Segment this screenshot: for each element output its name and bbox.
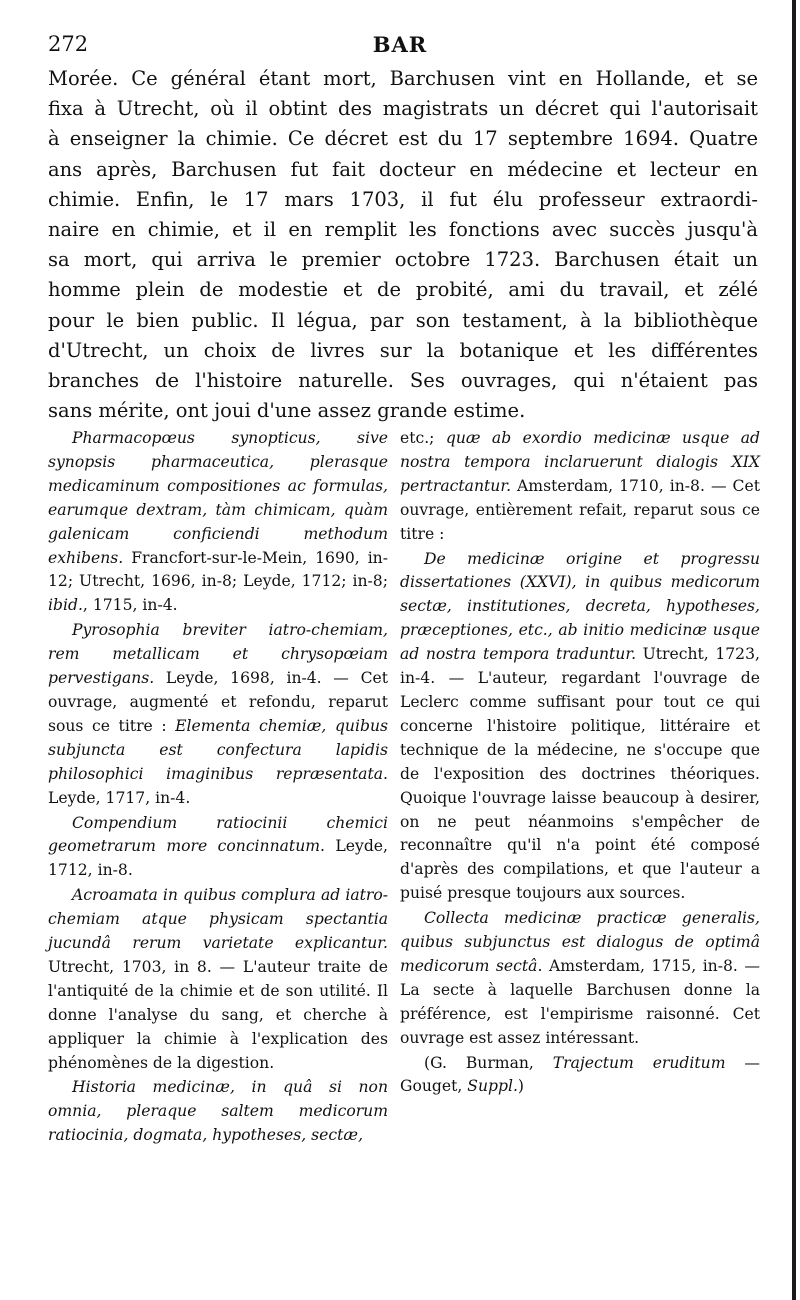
work-title: Elementa chemiæ, quibus subjuncta est confectura lapidis philosophici imaginibus repræsentata. <box>48 716 388 783</box>
text-line: d'Utrecht, un choix de livres sur la botanique et les différentes <box>48 338 758 362</box>
text-line: sa mort, qui arriva le premier octobre 1723. Barchusen était un <box>48 248 758 272</box>
work-title: Compendium ratiocinii chemici geometrarum more concinnatum. <box>48 813 388 856</box>
main-paragraph <box>48 64 758 426</box>
work-details: Leyde, 1717, in-4. <box>48 788 191 807</box>
bibliography-entry <box>48 1076 388 1148</box>
text-line: pour le bien public. Il légua, par son testament, à la bibliothèque <box>48 308 758 332</box>
bibliography-entry <box>48 619 388 810</box>
bibliography-entry-continued <box>400 427 760 547</box>
citation-supplement: Suppl. <box>467 1077 518 1096</box>
work-details: Francfort-sur-le-Mein, 1690, in-12; Utrecht, 1696, in-8; Leyde, 1712; in-8; <box>48 548 388 591</box>
bibliography-entry <box>400 907 760 1050</box>
text-line: fixa à Utrecht, où il obtint des magistrats un décret qui l'autorisait <box>48 97 758 121</box>
work-details: Utrecht, 1723, in-4. — L'auteur, regardant l'ouvrage de Leclerc comme suffisant pour tout ce qui concerne l'histoire politique, littéraire et technique de la médecine, ne s'occupe que de l'exposition des doctrines théoriques. Quoique l'ouvrage laisse beaucoup à desirer, on ne peut néanmoins s'empêcher de reconnaître qu'il n'a point été composé d'après des compilations, et que l'auteur a puisé presque toujours aux sources. <box>400 645 760 903</box>
text-line: ans après, Barchusen fut fait docteur en médecine et lecteur en <box>48 157 758 181</box>
work-title: De medicinæ origine et progressu dissertationes (XXVI), in quibus medicorum sectæ, institutiones, decreta, hypotheses, præceptiones, etc., ab initio medicinæ usque ad nostra tempora traduntur. <box>400 549 760 664</box>
work-title: Collecta medicinæ practicæ generalis, quibus subjunctus est dialogus de optimâ medicorum sectâ. <box>400 909 760 975</box>
text-line: homme plein de modestie et de probité, ami du travail, et zélé <box>48 278 758 302</box>
text-line: chimie. Enfin, le 17 mars 1703, il fut élu professeur extraordi- <box>48 187 758 211</box>
work-details: , 1715, in-4. <box>82 596 178 615</box>
bibliography-right-column <box>400 427 760 1100</box>
work-details: Amsterdam, 1715, in-8. — La secte à laquelle Barchusen donne la préférence, est l'empirisme raisonné. Cet ouvrage est assez intéressant. <box>400 956 760 1047</box>
work-title: Acroamata in quibus complura ad iatro-chemiam atque physicam spectantia jucundâ rerum varietate explicantur. <box>48 886 388 953</box>
scan-edge-border <box>792 0 796 1300</box>
work-title: Pyrosophia breviter iatro-chemiam, rem metallicam et chrysopœiam pervestigans. <box>48 621 388 688</box>
bibliography-left-column <box>48 427 388 1149</box>
text-line: à enseigner la chimie. Ce décret est du 17 septembre 1694. Quatre <box>48 127 758 151</box>
text-line: naire en chimie, et il en remplit les fonctions avec succès jusqu'à <box>48 218 758 242</box>
citation-text: (G. Burman, <box>424 1053 553 1072</box>
work-details: Utrecht, 1703, in 8. — L'auteur traite de l'antiquité de la chimie et de son utilité. Il donne l'analyse du sang, et cherche à appliquer la chimie à l'explication des phénomènes de la digestion. <box>48 957 388 1072</box>
work-details: etc.; <box>400 429 446 447</box>
work-title: Historia medicinæ, in quâ si non omnia, pleraque saltem medicorum ratiocinia, dogmata, hypotheses, sectæ, <box>48 1078 388 1145</box>
citation-title: Trajectum eruditum <box>552 1053 726 1072</box>
bibliography-entry <box>48 427 388 618</box>
bibliography-entry <box>400 548 760 907</box>
bibliography-entry <box>48 884 388 1075</box>
text-line: Morée. Ce général étant mort, Barchusen vint en Hollande, et se <box>48 67 758 90</box>
page-header <box>48 32 752 62</box>
citation-text: — Gouget, <box>400 1053 760 1096</box>
work-details: Amsterdam, 1710, in-8. — Cet ouvrage, entièrement refait, reparut sous ce titre : <box>400 476 760 543</box>
text-line: branches de l'histoire naturelle. Ses ouvrages, qui n'étaient pas <box>48 369 758 393</box>
work-title: quæ ab exordio medicinæ usque ad nostra tempora inclaruerunt dialogis XIX pertractantur. <box>400 429 760 495</box>
work-title: Pharmacopœus synopticus, sive synopsis pharmaceutica, plerasque medicaminum compositiones ac formulas, earumque dextram, tàm chimicam, quàm galenicam conficiendi methodum exhibens. <box>48 429 388 567</box>
source-citation <box>400 1052 760 1100</box>
running-head: BAR <box>372 32 428 57</box>
work-details: Leyde, 1712, in-8. <box>48 837 388 880</box>
work-details: Leyde, 1698, in-4. — Cet ouvrage, augmenté et refondu, reparut sous ce titre : <box>48 669 388 735</box>
bibliography-entry <box>48 812 388 884</box>
citation-text: ) <box>517 1077 525 1096</box>
ibid-abbrev: ibid. <box>48 596 83 615</box>
text-line: sans mérite, ont joui d'une assez grande estime. <box>48 399 526 423</box>
page-number: 272 <box>48 32 89 56</box>
